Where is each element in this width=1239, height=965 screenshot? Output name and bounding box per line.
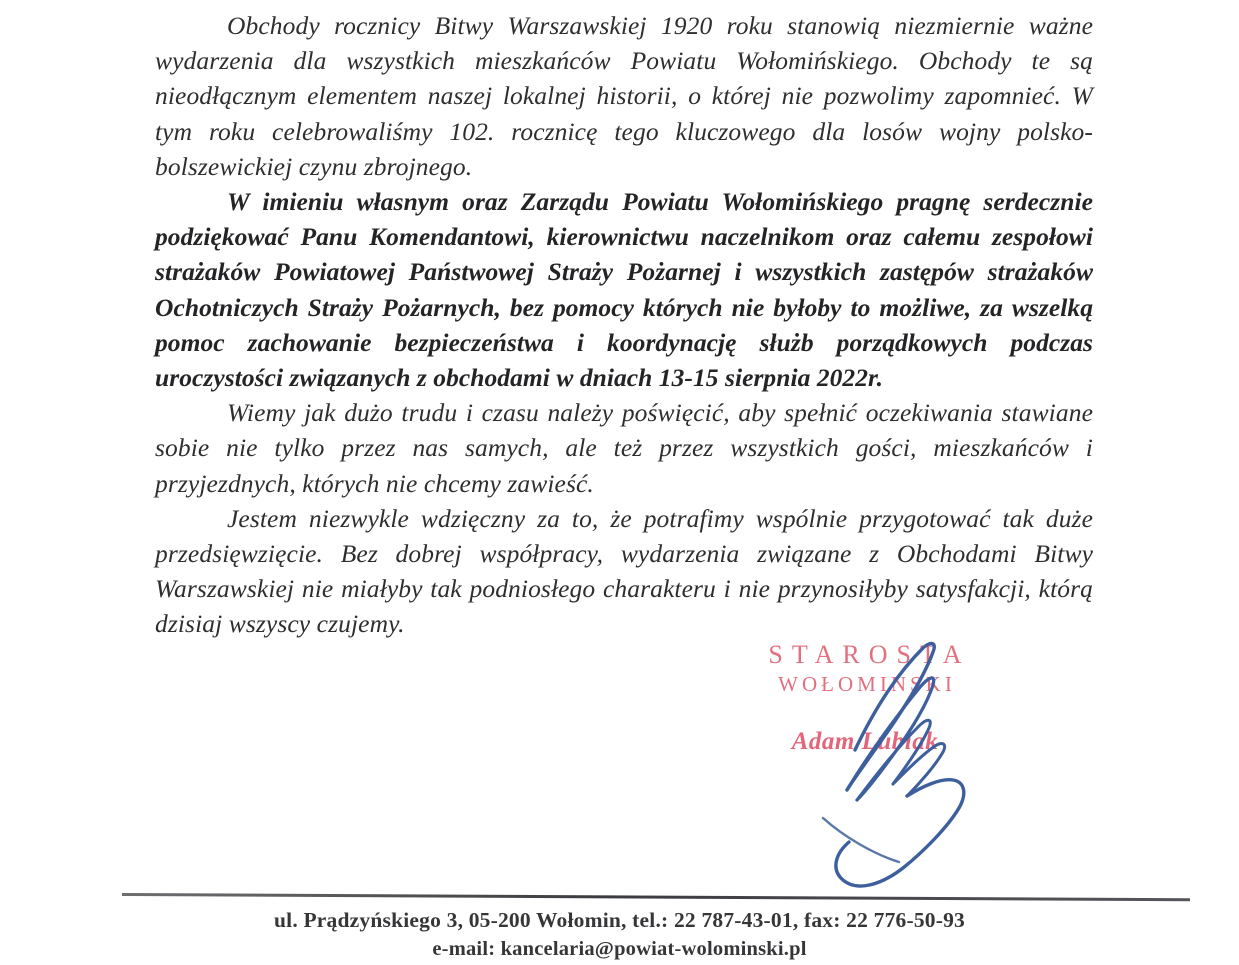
paragraph-1: Obchody rocznicy Bitwy Warszawskiej 1920 roku stanowią niezmiernie ważne wydarzenia dla wszystkich mieszkańców Powiatu Wołomińskiego. Obchody te są nieodłącznym elementem naszej lokalnej historii, o której nie pozwolimy zapomnieć. W tym roku celebrowaliśmy 102. rocznicę tego kluczowego dla losów wojny polsko-bolszewickiej czynu zbrojnego.	[155, 11, 1093, 181]
stamp-title-line1: STAROSTA	[768, 640, 971, 669]
footer-address-line: ul. Prądzyńskiego 3, 05-200 Wołomin, tel.: 22 787-43-01, fax: 22 776-50-93	[273, 908, 966, 932]
stamp-signer-name: Adam Lubiak	[791, 728, 939, 755]
stamp-title-line2: WOŁOMIŃSKI	[778, 672, 956, 696]
paragraph-3: Wiemy jak dużo trudu i czasu należy poświęcić, aby spełnić oczekiwania stawiane sobie nie tylko przez nas samych, ale też przez wszystkich gości, mieszkańców i przyjezdnych, których nie chcemy zawieść.	[155, 398, 1093, 498]
footer-email-line: e-mail: kancelaria@powiat-wolominski.pl	[432, 938, 807, 960]
paragraph-4: Jestem niezwykle wdzięczny za to, że potrafimy wspólnie przygotować tak duże przedsięwzięcie. Bez dobrej współpracy, wydarzenia związane z Obchodami Bitwy Warszawskiej nie miałyby tak podniosłego charakteru i nie przynosiłyby satysfakcji, którą dzisiaj wszyscy czujemy.	[155, 503, 1093, 639]
official-stamp	[700, 640, 1030, 756]
signature-block	[700, 640, 1100, 910]
paragraph-2: W imieniu własnym oraz Zarządu Powiatu Wołomińskiego pragnę serdecznie podziękować Panu Komendantowi, kierownictwu naczelnikom oraz całemu zespołowi strażaków Powiatowej Państwowej Straży Pożarnej i wszystkich zastępów strażaków Ochotniczych Straży Pożarnych, bez pomocy których nie byłoby to możliwe, za wszelką pomoc zachowanie bezpieczeństwa i koordynację służb porządkowych podczas uroczystości związanych z obchodami w dniach 13-15 sierpnia 2022r.	[155, 187, 1093, 393]
footer	[0, 905, 1239, 964]
letter-body	[155, 8, 1093, 642]
